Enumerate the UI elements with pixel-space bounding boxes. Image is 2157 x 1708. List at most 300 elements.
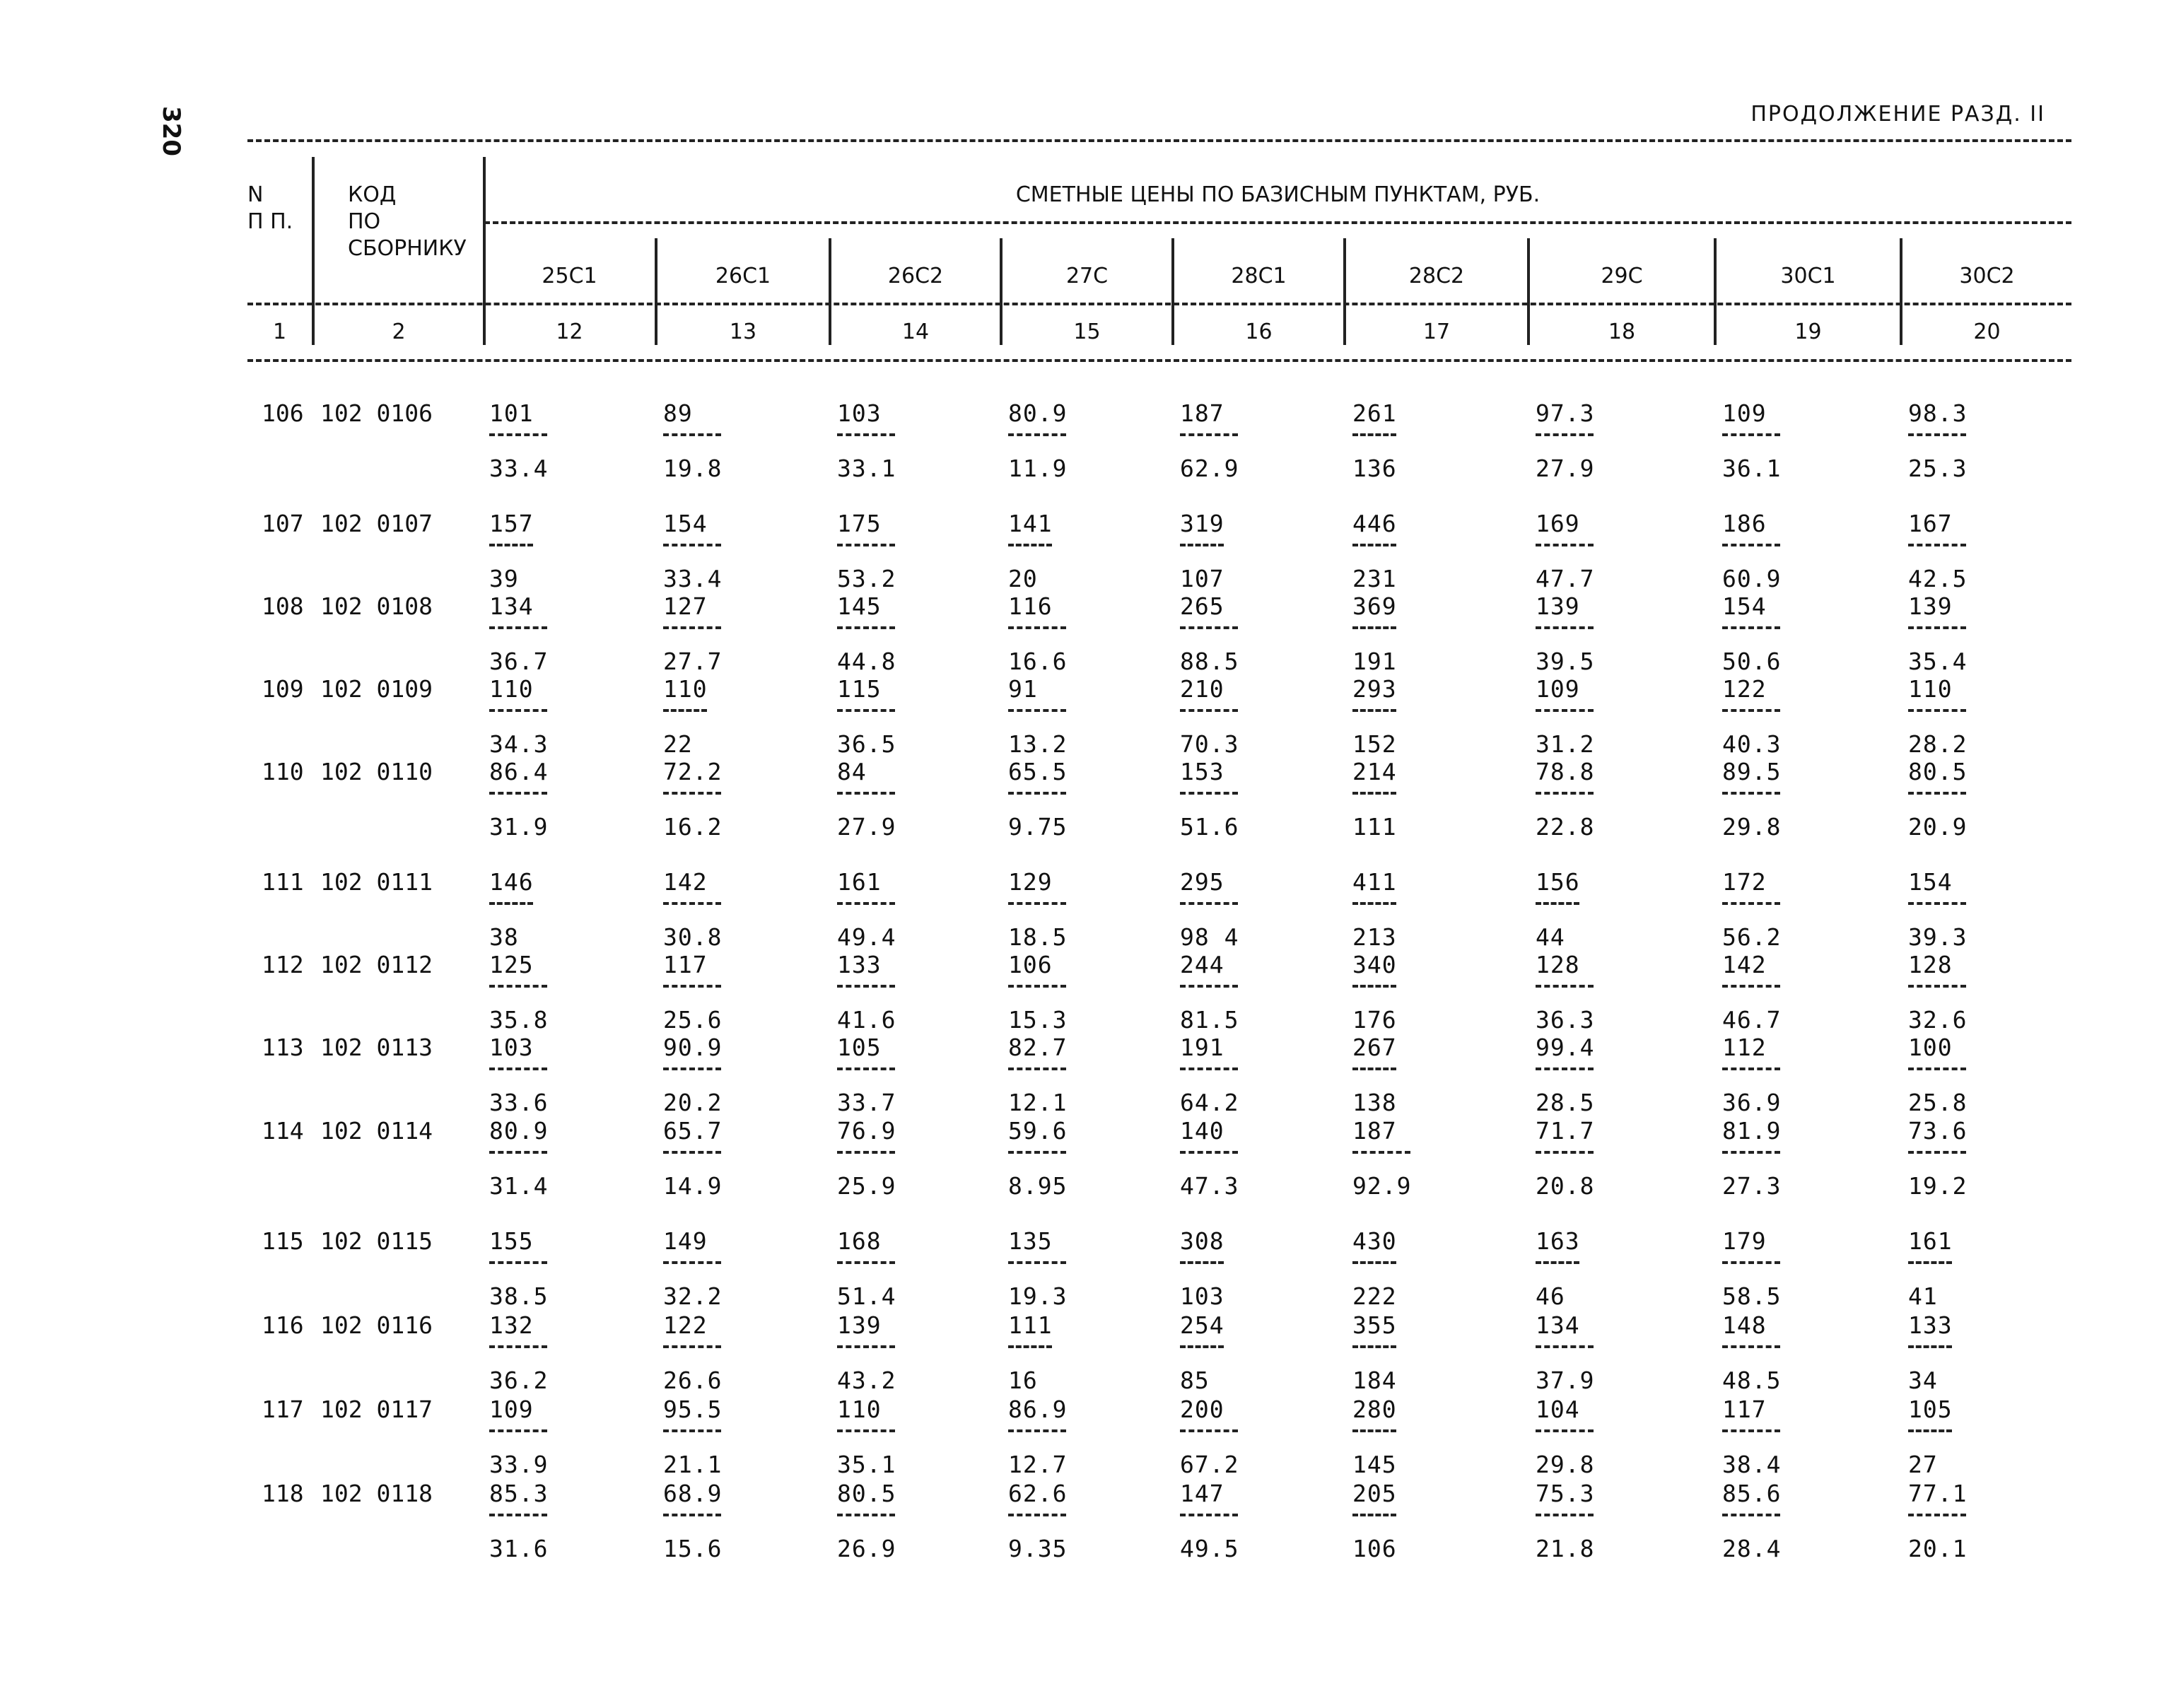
- row-code: 102 0106: [320, 399, 433, 427]
- price-total: 172: [1722, 868, 1767, 896]
- price-total: 210: [1180, 675, 1224, 703]
- fraction-line: [1722, 1345, 1780, 1348]
- fraction-line: [1908, 544, 1966, 546]
- fraction-line: [1908, 433, 1966, 436]
- price-total: 167: [1908, 510, 1953, 537]
- price-part: 21.8: [1536, 1535, 1595, 1562]
- fraction-line: [1008, 1261, 1066, 1264]
- fraction-line: [1180, 1345, 1224, 1348]
- price-total: 168: [837, 1227, 882, 1255]
- row-code: 102 0110: [320, 758, 433, 785]
- price-part: 138: [1352, 1089, 1397, 1116]
- price-total: 98.3: [1908, 399, 1968, 427]
- fraction-line: [1536, 1068, 1594, 1070]
- price-part: 33.7: [837, 1089, 896, 1116]
- fraction-line: [1908, 1151, 1966, 1154]
- price-total: 261: [1352, 399, 1397, 427]
- price-part: 26.9: [837, 1535, 896, 1562]
- fraction-line: [837, 1068, 895, 1070]
- fraction-line: [489, 1345, 547, 1348]
- index-cell-11: 20: [1973, 320, 2001, 344]
- point-header-6: 28С2: [1408, 264, 1465, 288]
- price-total: 110: [489, 675, 534, 703]
- fraction-line: [1908, 902, 1966, 905]
- price-part: 12.7: [1008, 1451, 1068, 1478]
- price-total: 80.9: [489, 1117, 549, 1145]
- price-total: 265: [1180, 592, 1224, 620]
- price-total: 133: [1908, 1311, 1953, 1339]
- fraction-line: [837, 1151, 895, 1154]
- price-total: 59.6: [1008, 1117, 1068, 1145]
- price-total: 89.5: [1722, 758, 1782, 785]
- row-number: 111: [262, 868, 304, 896]
- price-total: 139: [837, 1311, 882, 1339]
- price-part: 60.9: [1722, 565, 1782, 592]
- price-total: 156: [1536, 868, 1580, 896]
- fraction-line: [1908, 709, 1966, 712]
- fraction-line: [1722, 902, 1780, 905]
- point-header-7: 29С: [1601, 264, 1643, 288]
- fraction-line: [1908, 792, 1966, 795]
- price-total: 169: [1536, 510, 1580, 537]
- price-part: 19.2: [1908, 1172, 1968, 1200]
- price-part: 18.5: [1008, 923, 1068, 951]
- price-part: 33.9: [489, 1451, 549, 1478]
- price-part: 40.3: [1722, 730, 1782, 758]
- row-number: 118: [262, 1480, 304, 1507]
- price-part: 81.5: [1180, 1006, 1239, 1034]
- price-total: 80.5: [1908, 758, 1968, 785]
- fraction-line: [837, 626, 895, 629]
- price-total: 244: [1180, 951, 1224, 978]
- fraction-line: [1180, 626, 1238, 629]
- fraction-line: [1352, 1429, 1396, 1432]
- price-total: 110: [1908, 675, 1953, 703]
- price-total: 65.7: [663, 1117, 723, 1145]
- fraction-line: [663, 985, 721, 988]
- price-part: 15.3: [1008, 1006, 1068, 1034]
- price-total: 214: [1352, 758, 1397, 785]
- price-part: 43.2: [837, 1367, 896, 1394]
- price-total: 117: [1722, 1396, 1767, 1423]
- price-total: 100: [1908, 1034, 1953, 1061]
- price-part: 31.9: [489, 813, 549, 841]
- fraction-line: [1180, 792, 1238, 795]
- price-part: 48.5: [1722, 1367, 1782, 1394]
- price-part: 136: [1352, 455, 1397, 482]
- fraction-line: [1536, 544, 1594, 546]
- price-part: 191: [1352, 648, 1397, 675]
- fraction-line: [837, 1345, 895, 1348]
- price-total: 140: [1180, 1117, 1224, 1145]
- row-number: 107: [262, 510, 304, 537]
- price-total: 133: [837, 951, 882, 978]
- fraction-line: [1908, 1514, 1966, 1516]
- price-total: 153: [1180, 758, 1224, 785]
- header-divider: [312, 157, 315, 345]
- index-cell-5: 14: [901, 320, 930, 344]
- fraction-line: [1722, 433, 1780, 436]
- section-title: ПРОДОЛЖЕНИЕ РАЗД. II: [1750, 102, 2045, 127]
- fraction-line: [1180, 433, 1238, 436]
- fraction-line: [837, 709, 895, 712]
- row-number: 112: [262, 951, 304, 978]
- price-total: 99.4: [1536, 1034, 1595, 1061]
- row-number: 116: [262, 1311, 304, 1339]
- row-number: 117: [262, 1396, 304, 1423]
- price-total: 80.9: [1008, 399, 1068, 427]
- price-total: 191: [1180, 1034, 1224, 1061]
- fraction-line: [663, 433, 721, 436]
- price-total: 104: [1536, 1396, 1580, 1423]
- price-total: 139: [1536, 592, 1580, 620]
- fraction-line: [1180, 1261, 1224, 1264]
- price-part: 39: [489, 565, 519, 592]
- fraction-line: [1008, 985, 1066, 988]
- price-part: 39.5: [1536, 648, 1595, 675]
- page-number: 320: [157, 106, 185, 156]
- fraction-line: [663, 792, 721, 795]
- price-total: 340: [1352, 951, 1397, 978]
- price-part: 39.3: [1908, 923, 1968, 951]
- price-part: 22.8: [1536, 813, 1595, 841]
- price-total: 155: [489, 1227, 534, 1255]
- fraction-line: [663, 626, 721, 629]
- price-total: 369: [1352, 592, 1397, 620]
- fraction-line: [1536, 626, 1594, 629]
- fraction-line: [1352, 1068, 1396, 1070]
- fraction-line: [1352, 1151, 1410, 1154]
- fraction-line: [1008, 1345, 1052, 1348]
- price-part: 27.7: [663, 648, 723, 675]
- price-part: 145: [1352, 1451, 1397, 1478]
- price-part: 47.7: [1536, 565, 1595, 592]
- fraction-line: [1352, 902, 1396, 905]
- price-total: 128: [1536, 951, 1580, 978]
- index-cell-4: 13: [729, 320, 757, 344]
- price-total: 295: [1180, 868, 1224, 896]
- price-total: 77.1: [1908, 1480, 1968, 1507]
- point-header-5: 28С1: [1231, 264, 1287, 288]
- col-n-label: N: [247, 182, 264, 207]
- price-part: 56.2: [1722, 923, 1782, 951]
- fraction-line: [837, 792, 895, 795]
- index-cell-6: 15: [1073, 320, 1101, 344]
- col-n-label: П П.: [247, 209, 293, 234]
- price-total: 105: [837, 1034, 882, 1061]
- price-part: 27.3: [1722, 1172, 1782, 1200]
- price-part: 33.4: [663, 565, 723, 592]
- fraction-line: [1536, 433, 1594, 436]
- fraction-line: [1722, 544, 1780, 546]
- price-part: 27.9: [837, 813, 896, 841]
- fraction-line: [1352, 544, 1396, 546]
- fraction-line: [1352, 792, 1396, 795]
- index-cell-9: 18: [1608, 320, 1636, 344]
- price-part: 51.6: [1180, 813, 1239, 841]
- price-total: 142: [663, 868, 708, 896]
- price-part: 31.6: [489, 1535, 549, 1562]
- point-header-3: 26С2: [887, 264, 944, 288]
- fraction-line: [1722, 985, 1780, 988]
- col-code-label: СБОРНИКУ: [348, 236, 467, 261]
- price-total: 161: [837, 868, 882, 896]
- fraction-line: [489, 626, 547, 629]
- fraction-line: [1180, 709, 1238, 712]
- fraction-line: [663, 709, 707, 712]
- price-part: 21.1: [663, 1451, 723, 1478]
- fraction-line: [1352, 626, 1396, 629]
- price-part: 35.1: [837, 1451, 896, 1478]
- price-total: 111: [1008, 1311, 1053, 1339]
- fraction-line: [663, 1514, 721, 1516]
- price-part: 36.5: [837, 730, 896, 758]
- row-code: 102 0113: [320, 1034, 433, 1061]
- price-total: 430: [1352, 1227, 1397, 1255]
- price-part: 38: [489, 923, 519, 951]
- row-code: 102 0109: [320, 675, 433, 703]
- fraction-line: [1722, 792, 1780, 795]
- point-header-2: 26С1: [715, 264, 771, 288]
- fraction-line: [489, 1261, 547, 1264]
- fraction-line: [489, 902, 533, 905]
- price-total: 78.8: [1536, 758, 1595, 785]
- price-part: 16.2: [663, 813, 723, 841]
- price-total: 147: [1180, 1480, 1224, 1507]
- fraction-line: [1536, 985, 1594, 988]
- fraction-line: [489, 544, 533, 546]
- header-bottom-rule: [247, 359, 2071, 362]
- fraction-line: [663, 902, 721, 905]
- price-total: 146: [489, 868, 534, 896]
- fraction-line: [837, 985, 895, 988]
- point-header-9: 30С2: [1959, 264, 2015, 288]
- row-code: 102 0114: [320, 1117, 433, 1145]
- fraction-line: [837, 433, 895, 436]
- price-total: 355: [1352, 1311, 1397, 1339]
- price-part: 62.9: [1180, 455, 1239, 482]
- price-part: 92.9: [1352, 1172, 1412, 1200]
- fraction-line: [663, 544, 721, 546]
- price-total: 95.5: [663, 1396, 723, 1423]
- price-total: 134: [1536, 1311, 1580, 1339]
- price-part: 33.6: [489, 1089, 549, 1116]
- price-part: 98 4: [1180, 923, 1239, 951]
- price-part: 70.3: [1180, 730, 1239, 758]
- price-total: 411: [1352, 868, 1397, 896]
- price-total: 86.9: [1008, 1396, 1068, 1423]
- price-total: 103: [837, 399, 882, 427]
- fraction-line: [1008, 792, 1066, 795]
- price-part: 176: [1352, 1006, 1397, 1034]
- price-total: 187: [1352, 1117, 1397, 1145]
- fraction-line: [1536, 1261, 1579, 1264]
- price-total: 186: [1722, 510, 1767, 537]
- price-part: 64.2: [1180, 1089, 1239, 1116]
- price-total: 68.9: [663, 1480, 723, 1507]
- fraction-line: [489, 1514, 547, 1516]
- fraction-line: [663, 1345, 721, 1348]
- fraction-line: [1908, 626, 1966, 629]
- price-part: 49.5: [1180, 1535, 1239, 1562]
- price-part: 50.6: [1722, 648, 1782, 675]
- col-code-label: КОД: [348, 182, 397, 207]
- group-title: СМЕТНЫЕ ЦЕНЫ ПО БАЗИСНЫМ ПУНКТАМ, РУБ.: [1015, 182, 1541, 207]
- row-number: 115: [262, 1227, 304, 1255]
- header-sub-rule: [484, 221, 2071, 224]
- price-total: 106: [1008, 951, 1053, 978]
- index-cell-2: 2: [392, 320, 406, 344]
- fraction-line: [1722, 1261, 1780, 1264]
- fraction-line: [1536, 1514, 1594, 1516]
- price-part: 51.4: [837, 1282, 896, 1310]
- fraction-line: [489, 709, 547, 712]
- fraction-line: [1180, 985, 1238, 988]
- row-number: 109: [262, 675, 304, 703]
- price-part: 49.4: [837, 923, 896, 951]
- price-total: 91: [1008, 675, 1038, 703]
- price-part: 32.6: [1908, 1006, 1968, 1034]
- price-part: 28.2: [1908, 730, 1968, 758]
- price-total: 132: [489, 1311, 534, 1339]
- fraction-line: [489, 1429, 547, 1432]
- price-total: 319: [1180, 510, 1224, 537]
- price-part: 41: [1908, 1282, 1938, 1310]
- price-part: 67.2: [1180, 1451, 1239, 1478]
- fraction-line: [1536, 1345, 1594, 1348]
- price-total: 129: [1008, 868, 1053, 896]
- fraction-line: [489, 1068, 547, 1070]
- fraction-line: [1722, 1429, 1780, 1432]
- price-total: 109: [1722, 399, 1767, 427]
- price-total: 187: [1180, 399, 1224, 427]
- fraction-line: [663, 1068, 721, 1070]
- price-part: 106: [1352, 1535, 1397, 1562]
- price-total: 85.3: [489, 1480, 549, 1507]
- price-total: 134: [489, 592, 534, 620]
- row-code: 102 0111: [320, 868, 433, 896]
- price-part: 103: [1180, 1282, 1224, 1310]
- price-part: 44.8: [837, 648, 896, 675]
- fraction-line: [1008, 544, 1052, 546]
- price-part: 111: [1352, 813, 1397, 841]
- fraction-line: [1008, 1514, 1066, 1516]
- fraction-line: [663, 1429, 721, 1432]
- fraction-line: [1180, 1514, 1238, 1516]
- price-part: 107: [1180, 565, 1224, 592]
- price-part: 88.5: [1180, 648, 1239, 675]
- price-part: 36.3: [1536, 1006, 1595, 1034]
- fraction-line: [1722, 1514, 1780, 1516]
- index-cell-3: 12: [556, 320, 583, 344]
- price-total: 105: [1908, 1396, 1953, 1423]
- price-part: 20.1: [1908, 1535, 1968, 1562]
- price-part: 25.6: [663, 1006, 723, 1034]
- price-part: 12.1: [1008, 1089, 1068, 1116]
- price-total: 157: [489, 510, 534, 537]
- price-part: 14.9: [663, 1172, 723, 1200]
- price-part: 25.8: [1908, 1089, 1968, 1116]
- price-part: 13.2: [1008, 730, 1068, 758]
- row-code: 102 0116: [320, 1311, 433, 1339]
- price-part: 231: [1352, 565, 1397, 592]
- price-part: 184: [1352, 1367, 1397, 1394]
- row-code: 102 0107: [320, 510, 433, 537]
- price-total: 89: [663, 399, 693, 427]
- price-total: 75.3: [1536, 1480, 1595, 1507]
- price-total: 116: [1008, 592, 1053, 620]
- fraction-line: [1008, 1151, 1066, 1154]
- price-total: 446: [1352, 510, 1397, 537]
- fraction-line: [663, 1151, 721, 1154]
- point-header-4: 27С: [1065, 264, 1109, 288]
- price-part: 16: [1008, 1367, 1038, 1394]
- fraction-line: [1908, 985, 1966, 988]
- price-part: 28.4: [1722, 1535, 1782, 1562]
- price-part: 11.9: [1008, 455, 1068, 482]
- price-part: 36.9: [1722, 1089, 1782, 1116]
- fraction-line: [1536, 792, 1594, 795]
- row-code: 102 0118: [320, 1480, 433, 1507]
- fraction-line: [1180, 544, 1224, 546]
- fraction-line: [489, 792, 547, 795]
- price-part: 36.1: [1722, 455, 1782, 482]
- price-part: 31.2: [1536, 730, 1595, 758]
- fraction-line: [1008, 709, 1066, 712]
- row-number: 110: [262, 758, 304, 785]
- price-total: 76.9: [837, 1117, 896, 1145]
- price-total: 175: [837, 510, 882, 537]
- price-total: 90.9: [663, 1034, 723, 1061]
- price-part: 34: [1908, 1367, 1938, 1394]
- fraction-line: [1008, 433, 1066, 436]
- row-code: 102 0117: [320, 1396, 433, 1423]
- fraction-line: [1722, 1151, 1780, 1154]
- fraction-line: [1536, 1151, 1594, 1154]
- price-part: 25.3: [1908, 455, 1968, 482]
- fraction-line: [1908, 1261, 1952, 1264]
- fraction-line: [1352, 1345, 1396, 1348]
- point-header-8: 30С1: [1780, 264, 1836, 288]
- index-cell-7: 16: [1245, 320, 1273, 344]
- price-total: 109: [489, 1396, 534, 1423]
- price-part: 213: [1352, 923, 1397, 951]
- price-total: 127: [663, 592, 708, 620]
- price-total: 110: [837, 1396, 882, 1423]
- price-total: 161: [1908, 1227, 1953, 1255]
- price-part: 20.2: [663, 1089, 723, 1116]
- header-top-rule: [247, 139, 2071, 142]
- fraction-line: [1908, 1429, 1952, 1432]
- price-total: 86.4: [489, 758, 549, 785]
- price-part: 33.4: [489, 455, 549, 482]
- price-total: 85.6: [1722, 1480, 1782, 1507]
- price-part: 30.8: [663, 923, 723, 951]
- price-part: 47.3: [1180, 1172, 1239, 1200]
- fraction-line: [1352, 1261, 1396, 1264]
- fraction-line: [1352, 1514, 1396, 1516]
- price-total: 84: [837, 758, 867, 785]
- fraction-line: [1908, 1068, 1966, 1070]
- price-part: 22: [663, 730, 693, 758]
- price-part: 9.35: [1008, 1535, 1068, 1562]
- row-number: 106: [262, 399, 304, 427]
- fraction-line: [489, 985, 547, 988]
- fraction-line: [1180, 1151, 1238, 1154]
- price-total: 62.6: [1008, 1480, 1068, 1507]
- price-part: 34.3: [489, 730, 549, 758]
- price-total: 117: [663, 951, 708, 978]
